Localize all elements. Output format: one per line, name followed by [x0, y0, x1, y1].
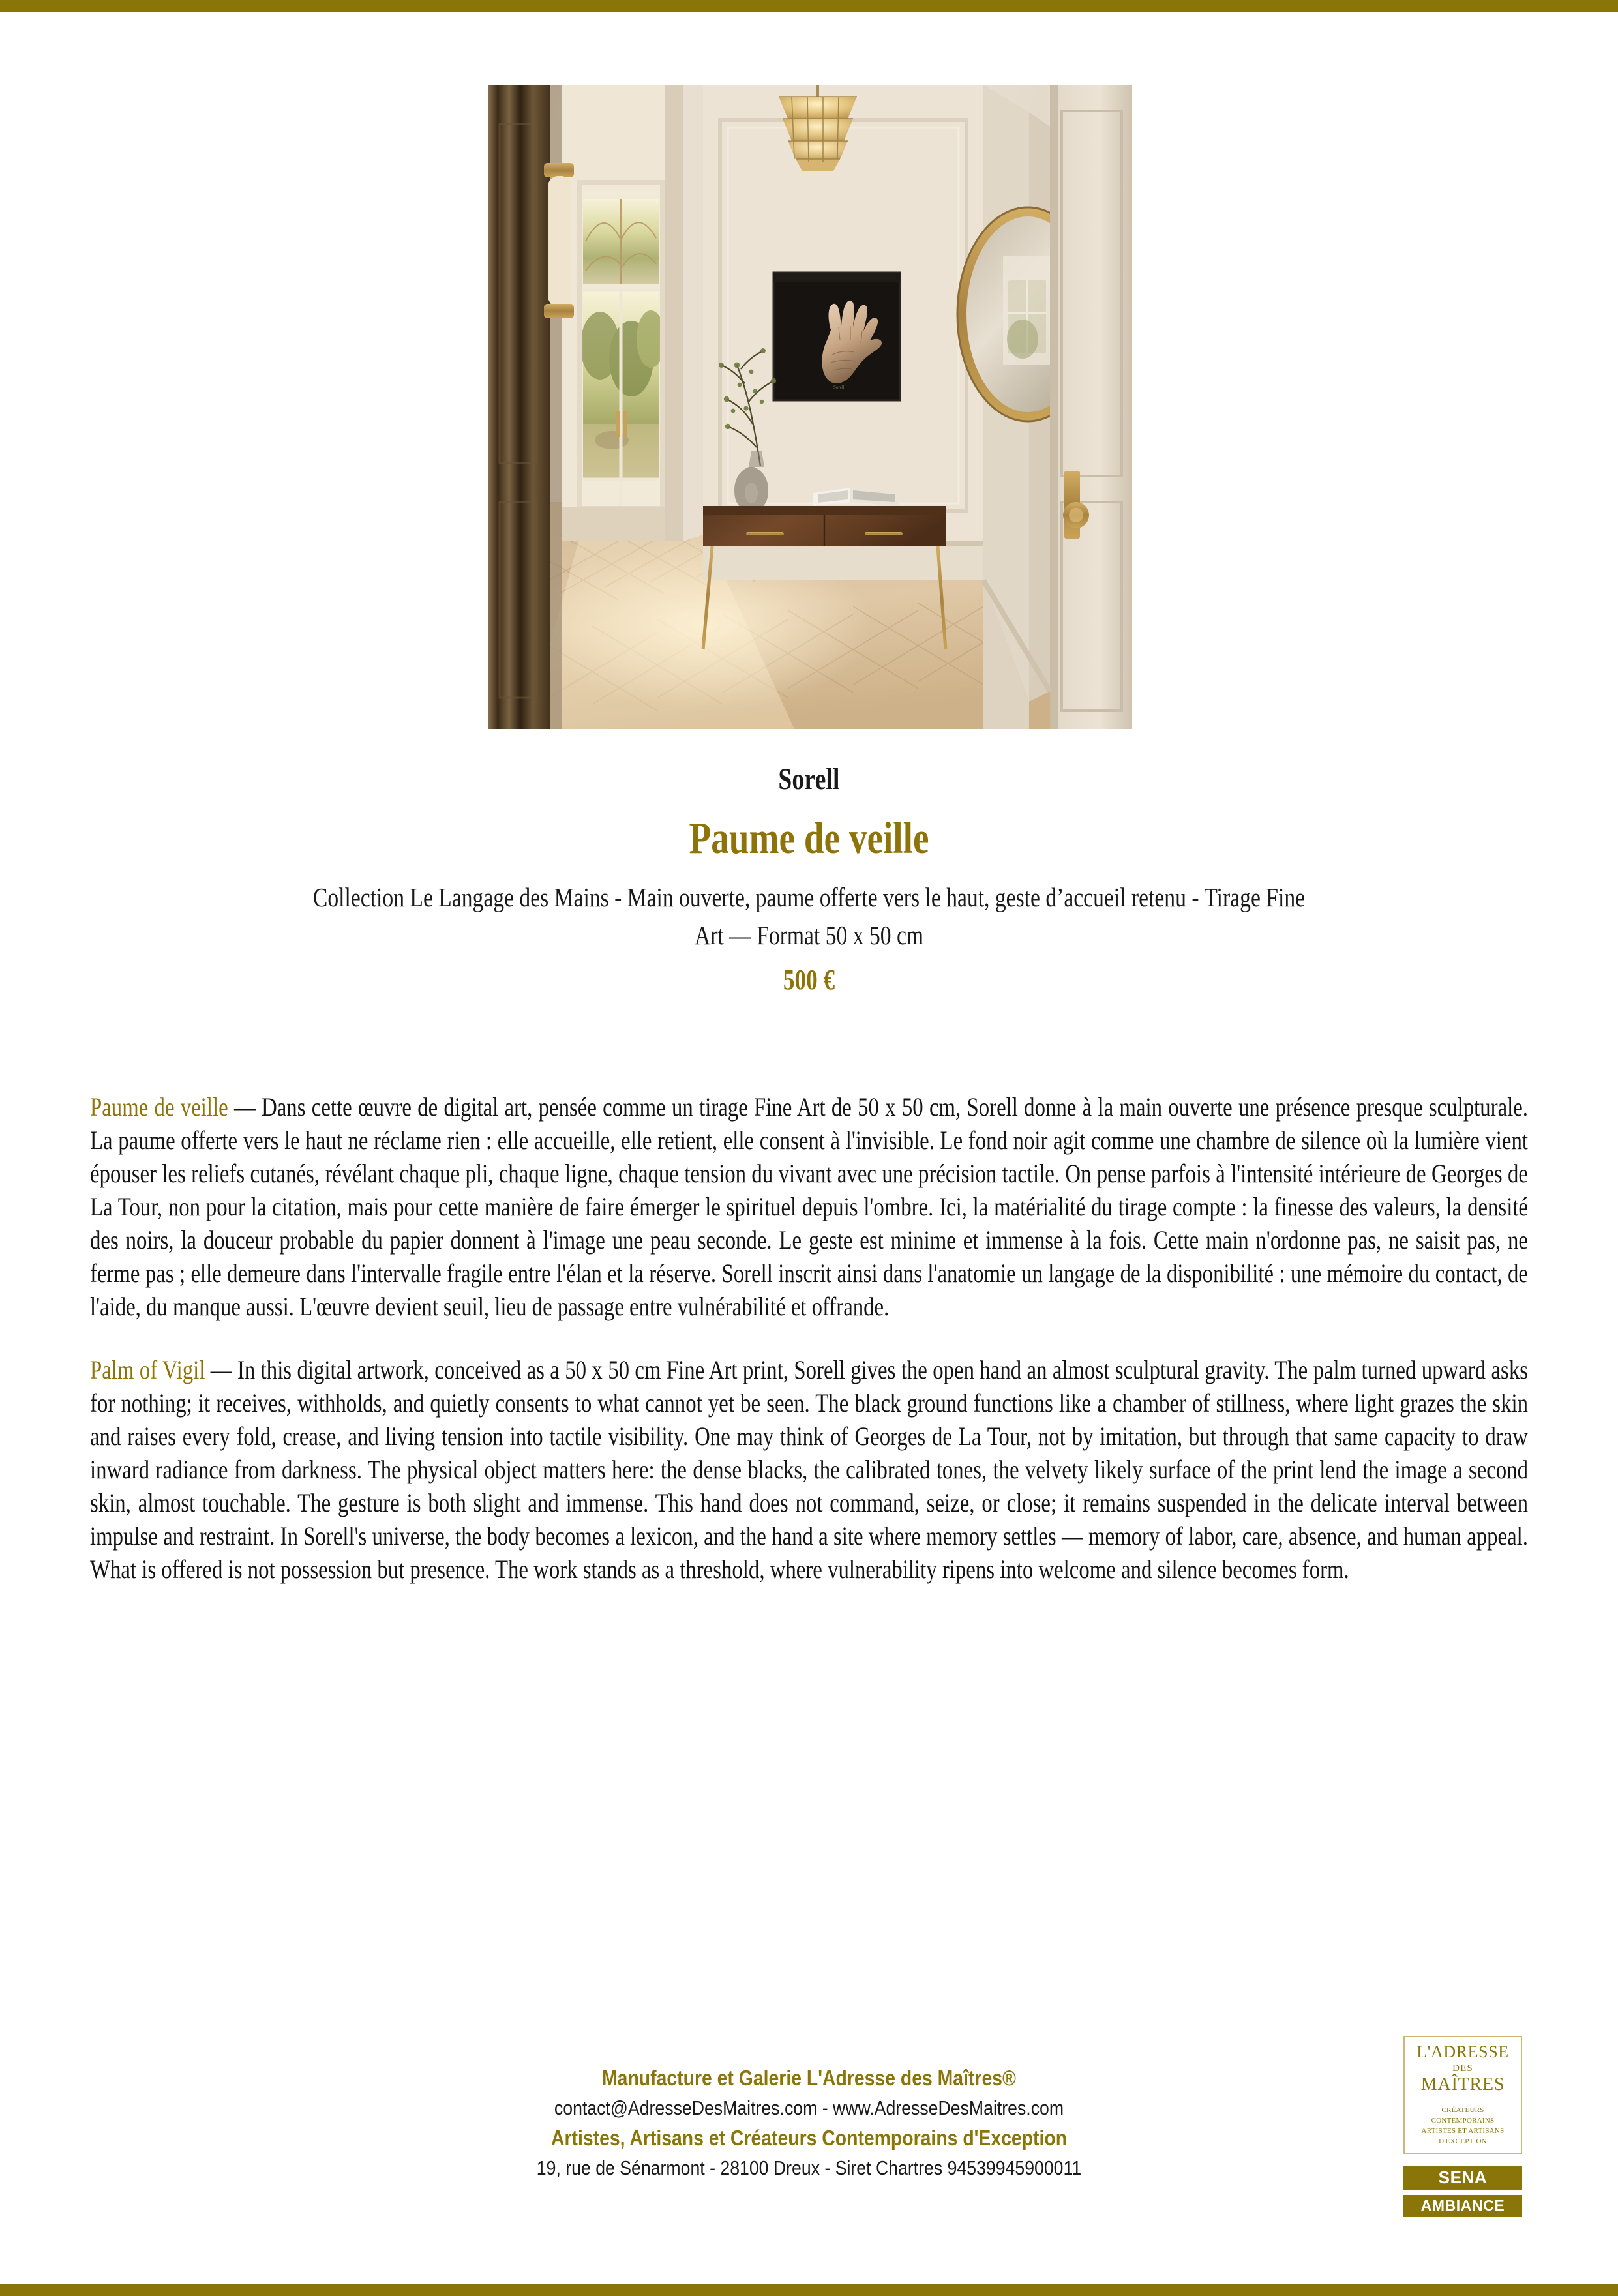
dash-english: — [205, 1355, 237, 1384]
lead-term-french: Paume de veille [90, 1092, 228, 1122]
artwork-price: 500 € [783, 964, 835, 996]
svg-text:Sorell: Sorell [833, 385, 845, 390]
artwork-title: Paume de veille [689, 813, 929, 863]
footer-tagline: Artistes, Artisans et Créateurs Contemporains d'Exception [550, 2126, 1068, 2151]
badge-ambiance: AMBIANCE [1403, 2195, 1522, 2217]
logo-subtitle-3: D'EXCEPTION [1439, 2138, 1487, 2146]
logo-subtitle-2: ARTISTES ET ARTISANS [1421, 2127, 1505, 2136]
lead-term-english: Palm of Vigil [90, 1355, 205, 1384]
paragraph-english-text: In this digital artwork, conceived as a 50 x 50 cm Fine Art print, Sorell gives the open hand an almost sculptural gravity. The palm turned upward asks for nothing; it receives, withholds, and quietly consents to what cannot yet be seen. The black ground functions like a chamber of stillness, where light grazes the skin and raises every fold, crease, and living tension into tactile visibility. One may think of Georges de La Tour, not by imitation, but through that same capacity to draw inward radiance from darkness. The physical object matters here: the dense blacks, the calibrated tones, the velvety likely surface of the print lend the image a second skin, almost touchable. The gesture is both slight and immense. This hand does not command, seize, or close; it remains suspended in the delicate interval between impulse and restraint. In Sorell's universe, the body becomes a lexicon, and the hand a site where memory settles — memory of labor, care, absence, and human appeal. What is offered is not possession but presence. The work stands as a threshold, where vulnerability ripens into welcome and silence becomes form. [90, 1355, 1528, 1584]
logo-line-adresse: L'ADRESSE [1416, 2042, 1509, 2061]
footer [0, 2064, 1618, 2182]
brand-logo [1403, 2036, 1522, 2154]
paragraph-french [90, 1090, 1528, 1323]
paragraph-english [90, 1353, 1528, 1586]
bottom-gold-rule [0, 2284, 1618, 2296]
logo-subtitle-1: CRÉATEURS CONTEMPORAINS [1431, 2106, 1495, 2125]
dash-french: — [228, 1092, 262, 1122]
footer-contact[interactable]: contact@AdresseDesMaitres.com - www.AdresseDesMaitres.com [554, 2096, 1064, 2119]
badge-sena: SENA [1403, 2166, 1522, 2190]
artwork-description: Collection Le Langage des Mains - Main ouverte, paume offerte vers le haut, geste d’accueil retenu - Tirage Fine Art — Format 50 x 50 cm [312, 882, 1306, 951]
logo-line-des: DES [1452, 2063, 1473, 2074]
paragraph-french-text: Dans cette œuvre de digital art, pensée comme un tirage Fine Art de 50 x 50 cm, Sorell donne à la main ouverte une présence presque sculpturale. La paume offerte vers le haut ne réclame rien : elle accueille, elle retient, elle consent à l'invisible. Le fond noir agit comme une chambre de silence où la lumière vient épouser les reliefs cutanés, révélant chaque pli, chaque ligne, chaque tension du vivant avec une précision tactile. On pense parfois à l'intensité intérieure de Georges de La Tour, non pour la citation, mais pour cette manière de faire émerger le spirituel depuis l'ombre. Ici, la matérialité du tirage compte : la finesse des valeurs, la densité des noirs, la douceur probable du papier donnent à l'image une peau seconde. Le geste est minime et immense à la fois. Cette main n'ordonne pas, ne saisit pas, ne ferme pas ; elle demeure dans l'intervalle fragile entre l'élan et la réserve. Sorell inscrit ainsi dans l'anatomie un langage de la disponibilité : une mémoire du contact, de l'aide, du manque aussi. L'œuvre devient seuil, lieu de passage entre vulnérabilité et offrande. [90, 1092, 1529, 1321]
description-body [90, 1090, 1528, 1586]
logo-line-maitres: MAÎTRES [1420, 2074, 1505, 2095]
artist-name: Sorell [778, 762, 840, 796]
hero-image [488, 85, 1132, 729]
footer-company-name: Manufacture et Galerie L'Adresse des Maîtres® [602, 2066, 1016, 2090]
title-block [91, 762, 1527, 998]
hallway-interior-illustration [488, 85, 1132, 729]
top-gold-rule [0, 0, 1618, 12]
footer-address: 19, rue de Sénarmont - 28100 Dreux - Siret Chartres 94539945900011 [536, 2156, 1082, 2179]
logo-block [1403, 2036, 1531, 2217]
